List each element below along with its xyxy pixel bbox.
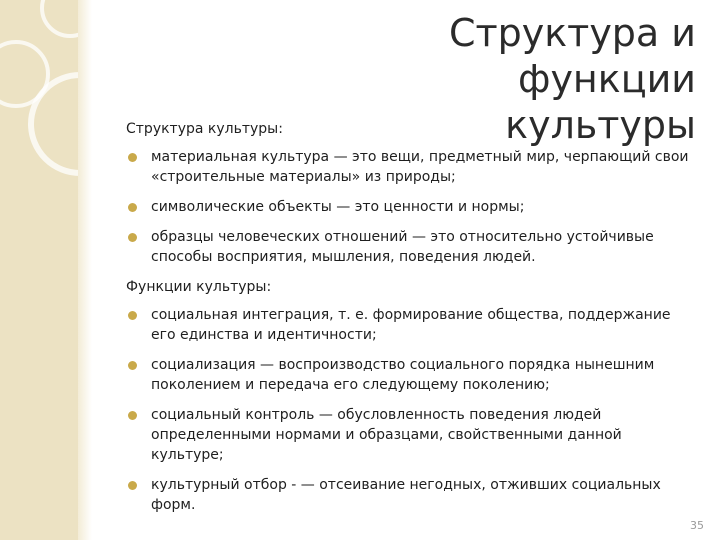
decorative-strip-edge	[78, 0, 92, 540]
section-heading: Функции культуры:	[126, 279, 272, 295]
section-structure	[126, 119, 696, 267]
bullet-item: образцы человеческих отношений — это относительно устойчивые способы восприятия, мышления, поведения людей.	[126, 227, 696, 267]
section-functions	[126, 277, 696, 515]
bullet-list	[126, 305, 696, 515]
bullet-item: культурный отбор - — отсеивание негодных, отживших социальных форм.	[126, 475, 696, 515]
slide-title-line: Структура и функции	[448, 11, 696, 101]
section-heading: Структура культуры:	[126, 121, 283, 137]
slide-title-line: культуры	[505, 103, 696, 147]
bullet-item: материальная культура — это вещи, предметный мир, черпающий свои «строительные материалы» из природы;	[126, 147, 696, 187]
bullet-item: социальная интеграция, т. е. формирование общества, поддержание его единства и идентичности;	[126, 305, 696, 345]
bullet-item: социальный контроль — обусловленность поведения людей определенными нормами и образцами, свойственными данной культуре;	[126, 405, 696, 465]
decorative-side-strip	[0, 0, 78, 540]
bullet-item: социализация — воспроизводство социального порядка нынешним поколением и передача его следующему поколению;	[126, 355, 696, 395]
bullet-list	[126, 147, 696, 267]
slide-body	[126, 119, 696, 525]
bullet-item: символические объекты — это ценности и нормы;	[126, 197, 696, 217]
page-number: 35	[690, 519, 704, 532]
